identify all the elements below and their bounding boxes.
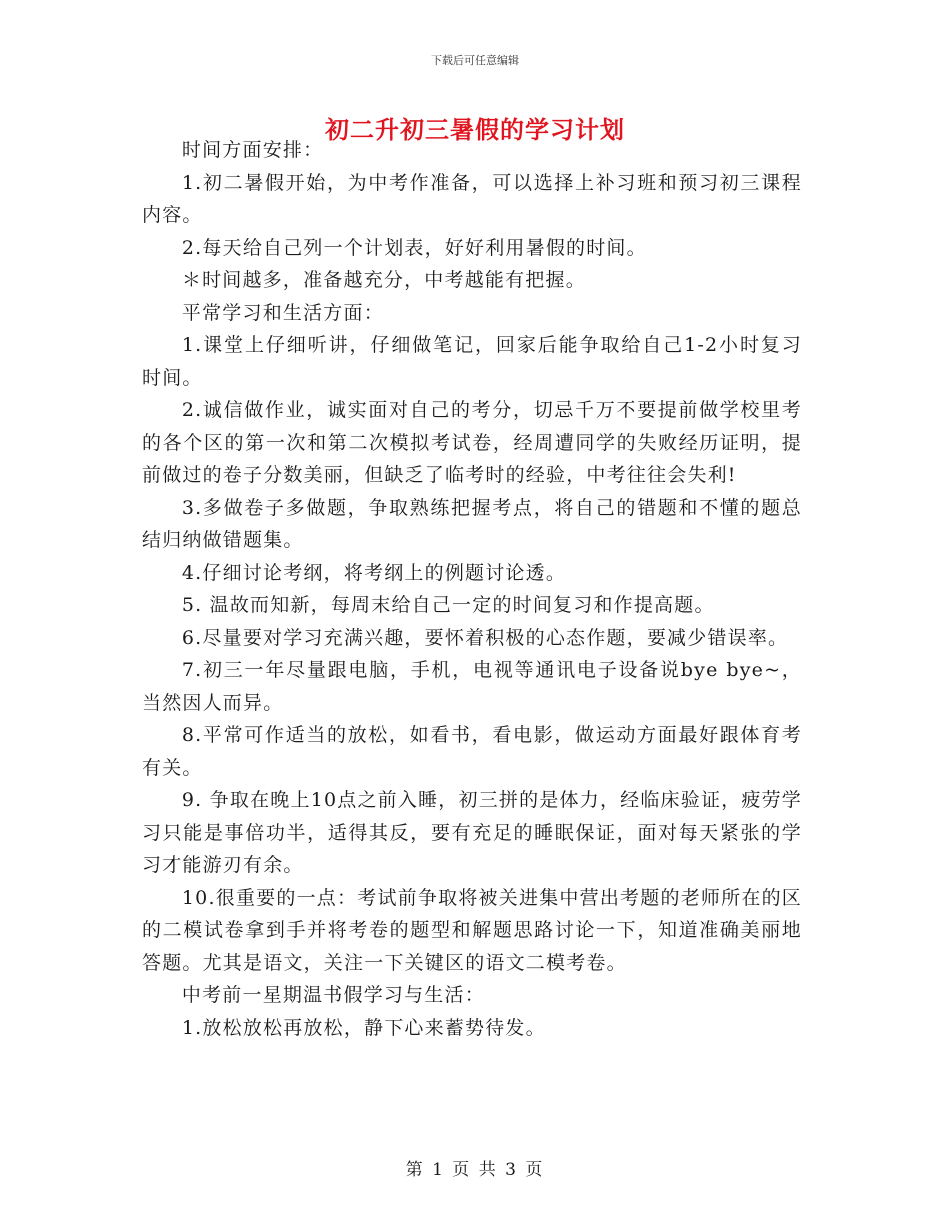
paragraph: 1.课堂上仔细听讲，仔细做笔记，回家后能争取给自己1-2小时复习时间。 xyxy=(142,334,802,389)
paragraph: 7.初三一年尽量跟电脑，手机，电视等通讯电子设备说bye bye~，当然因人而异。 xyxy=(142,659,802,714)
page-header-note: 下载后可任意编辑 xyxy=(431,54,519,67)
paragraph: 6.尽量要对学习充满兴趣，要怀着积极的心态作题，要减少错误率。 xyxy=(181,626,789,649)
paragraph: ＊时间越多，准备越充分，中考越能有把握。 xyxy=(181,269,586,291)
paragraph: 5. 温故而知新，每周末给自己一定的时间复习和作提高题。 xyxy=(181,594,715,616)
paragraph: 3.多做卷子多做题，争取熟练把握考点，将自己的错题和不懂的题总结归纳做错题集。 xyxy=(142,496,802,551)
paragraph: 2.每天给自己列一个计划表，好好利用暑假的时间。 xyxy=(181,236,647,259)
paragraph: 平常学习和生活方面： xyxy=(181,301,384,324)
document-title: 初二升初三暑假的学习计划 xyxy=(325,115,625,144)
paragraph: 时间方面安排： xyxy=(181,139,324,161)
paragraph: 中考前一星期温书假学习与生活： xyxy=(181,984,485,1006)
paragraph: 1.放松放松再放松，静下心来蓄势待发。 xyxy=(181,1016,546,1039)
document-body xyxy=(142,134,802,1044)
paragraph: 1.初二暑假开始，为中考作准备，可以选择上补习班和预习初三课程内容。 xyxy=(142,171,802,226)
paragraph: 10.很重要的一点：考试前争取将被关进集中营出考题的老师所在的区的二模试卷拿到手并将考卷的题型和解题思路讨论一下，知道准确美丽地答题。尤其是语文，关注一下关键区的语文二模考卷。 xyxy=(142,886,802,974)
paragraph: 4.仔细讨论考纲，将考纲上的例题讨论透。 xyxy=(181,561,567,584)
paragraph: 9. 争取在晚上10点之前入睡，初三拼的是体力，经临床验证，疲劳学习只能是事倍功半，适得其反，要有充足的睡眠保证，面对每天紧张的学习才能游刃有余。 xyxy=(142,789,802,876)
page-number-footer: 第 1 页 共 3 页 xyxy=(405,1160,545,1180)
paragraph: 2.诚信做作业，诚实面对自己的考分，切忌千万不要提前做学校里考的各个区的第一次和第二次模拟考试卷，经周遭同学的失败经历证明，提前做过的卷子分数美丽，但缺乏了临考时的经验，中考往往会失利! xyxy=(142,399,802,486)
paragraph: 8.平常可作适当的放松，如看书，看电影，做运动方面最好跟体育考有关。 xyxy=(142,724,802,779)
